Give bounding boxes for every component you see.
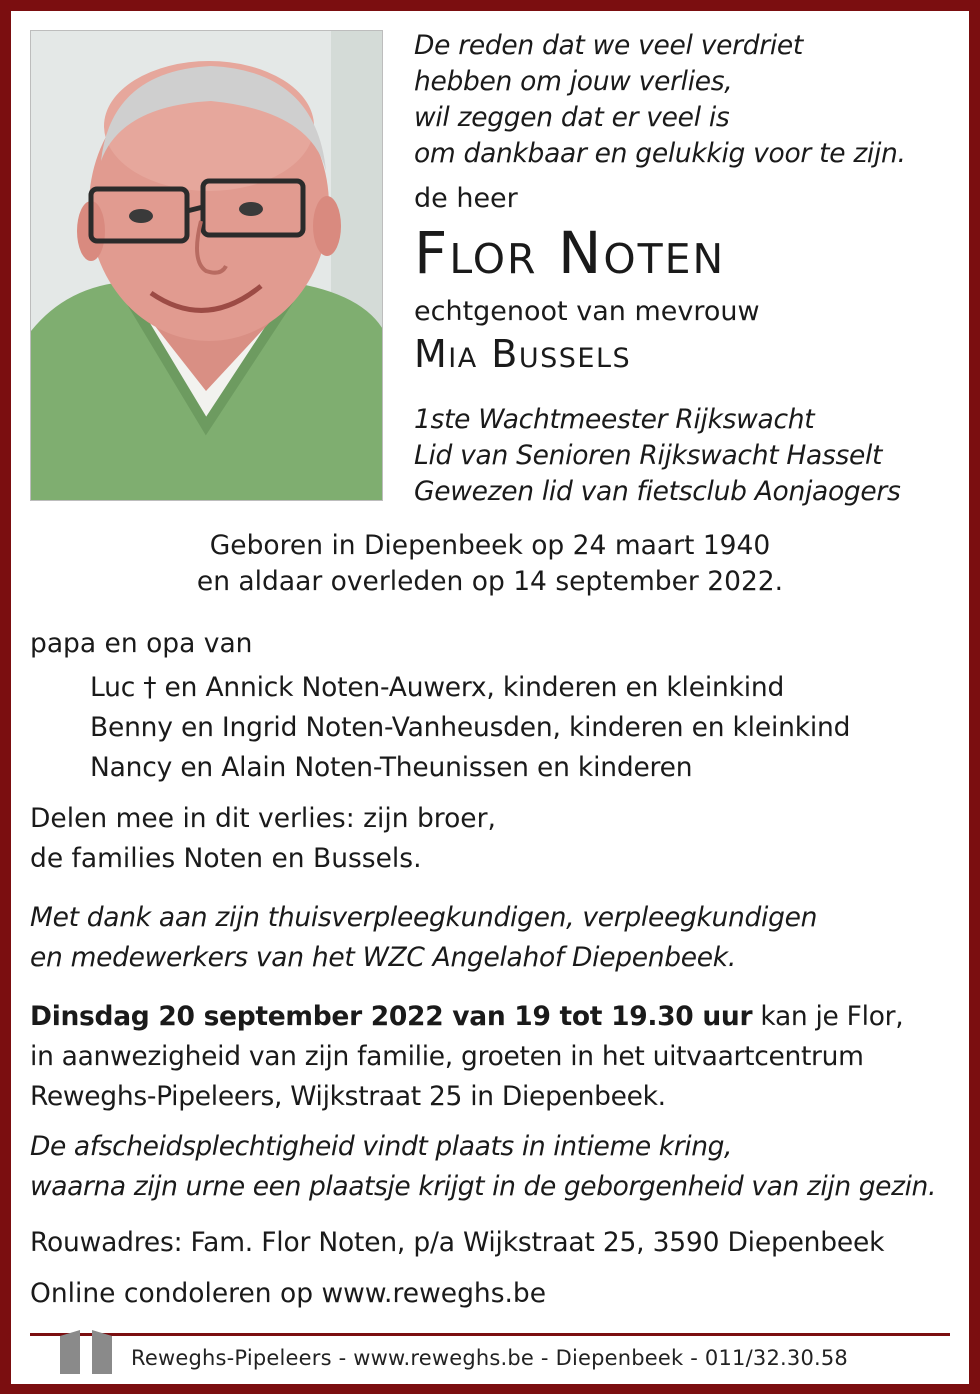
- share-line: Delen mee in dit verlies: zijn broer,: [30, 803, 496, 834]
- family-intro: papa en opa van: [30, 628, 253, 659]
- child-line: Benny en Ingrid Noten-Vanheusden, kinderen en kleinkind: [90, 712, 851, 743]
- share-line: de families Noten en Bussels.: [30, 843, 422, 874]
- birth-death-info: [0, 528, 980, 600]
- visitation-line: Reweghs-Pipeleers, Wijkstraat 25 in Diepenbeek.: [30, 1081, 666, 1112]
- title-line: 1ste Wachtmeester Rijkswacht: [414, 404, 815, 435]
- spouse-name: Mia Bussels: [414, 332, 632, 376]
- share-loss: [30, 799, 496, 879]
- ceremony-line: waarna zijn urne een plaatsje krijgt in de geborgenheid van zijn gezin.: [30, 1171, 936, 1202]
- visitation-first-line: [30, 997, 903, 1037]
- children-list: [90, 668, 850, 788]
- visitation-date: Dinsdag 20 september 2022 van 19 tot 19.30 uur: [30, 1001, 753, 1032]
- visitation-rest: kan je Flor,: [752, 1001, 904, 1032]
- visitation-info: [30, 997, 903, 1117]
- mourning-address: Rouwadres: Fam. Flor Noten, p/a Wijkstraat 25, 3590 Diepenbeek: [30, 1227, 885, 1258]
- thanks-line: Met dank aan zijn thuisverpleegkundigen, verpleegkundigen: [30, 902, 818, 933]
- online-condolence: Online condoleren op www.reweghs.be: [30, 1278, 547, 1309]
- title-line: Gewezen lid van fietsclub Aonjaogers: [414, 476, 901, 507]
- ceremony-info: [30, 1127, 936, 1207]
- titles: [414, 402, 901, 510]
- thanks-note: [30, 898, 817, 978]
- poem-line: om dankbaar en gelukkig voor te zijn.: [414, 138, 906, 169]
- title-line: Lid van Senioren Rijkswacht Hasselt: [414, 440, 883, 471]
- visitation-line: in aanwezigheid van zijn familie, groeten in het uitvaartcentrum: [30, 1041, 864, 1072]
- name-prefix: de heer: [414, 183, 518, 214]
- poem-line: De reden dat we veel verdriet: [414, 30, 803, 61]
- funeral-home-logo-icon: [58, 1328, 114, 1376]
- ceremony-line: De afscheidsplechtigheid vindt plaats in intieme kring,: [30, 1131, 733, 1162]
- spouse-label: echtgenoot van mevrouw: [414, 296, 760, 327]
- child-line: Nancy en Alain Noten-Theunissen en kinderen: [90, 752, 693, 783]
- poem: [414, 28, 906, 172]
- poem-line: wil zeggen dat er veel is: [414, 102, 730, 133]
- footer-divider: [30, 1333, 950, 1336]
- child-line: Luc † en Annick Noten-Auwerx, kinderen en kleinkind: [90, 672, 785, 703]
- born-line: Geboren in Diepenbeek op 24 maart 1940: [209, 530, 771, 561]
- poem-line: hebben om jouw verlies,: [414, 66, 733, 97]
- footer-contact: Reweghs-Pipeleers - www.reweghs.be - Diepenbeek - 011/32.30.58: [131, 1346, 848, 1370]
- thanks-line: en medewerkers van het WZC Angelahof Diepenbeek.: [30, 942, 736, 973]
- died-line: en aldaar overleden op 14 september 2022.: [196, 566, 784, 597]
- portrait-photo: [30, 30, 383, 501]
- deceased-name: Flor Noten: [414, 219, 726, 287]
